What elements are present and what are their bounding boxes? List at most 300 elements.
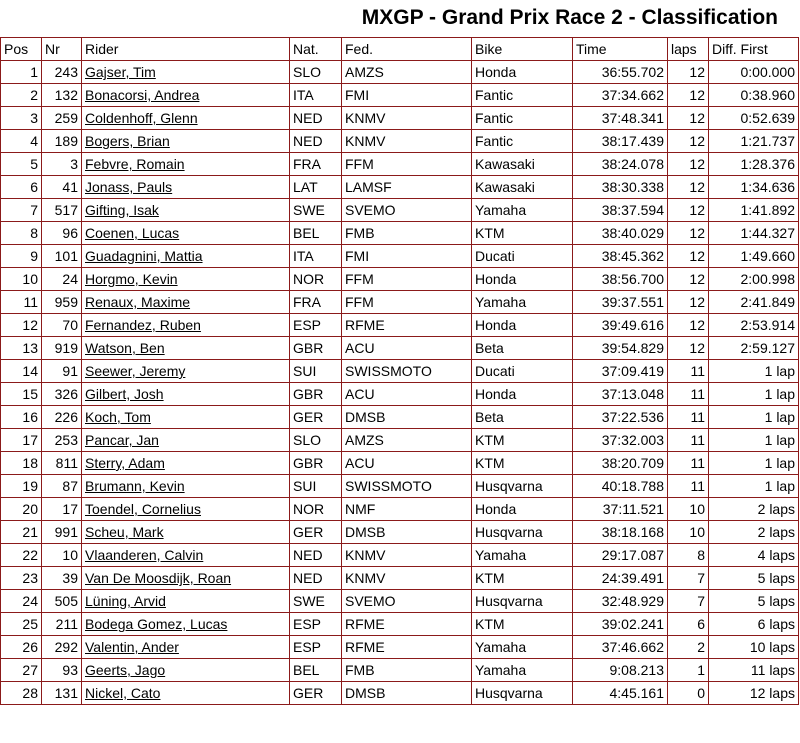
cell-fed: FFM — [342, 153, 472, 176]
cell-time: 38:24.078 — [573, 153, 668, 176]
rider-link[interactable]: Nickel, Cato — [85, 685, 161, 701]
cell-nr: 505 — [42, 590, 82, 613]
cell-fed: FMI — [342, 84, 472, 107]
cell-bike: Honda — [472, 61, 573, 84]
cell-pos: 22 — [1, 544, 42, 567]
cell-fed: SWISSMOTO — [342, 360, 472, 383]
cell-rider — [82, 406, 290, 429]
cell-diff: 1 lap — [709, 429, 799, 452]
cell-fed: KNMV — [342, 130, 472, 153]
cell-diff: 12 laps — [709, 682, 799, 705]
cell-nat: ESP — [290, 314, 342, 337]
rider-link[interactable]: Toendel, Cornelius — [85, 501, 201, 517]
cell-bike: Yamaha — [472, 636, 573, 659]
cell-nr: 292 — [42, 636, 82, 659]
cell-pos: 14 — [1, 360, 42, 383]
cell-rider — [82, 314, 290, 337]
table-row — [1, 475, 799, 498]
cell-time: 38:17.439 — [573, 130, 668, 153]
cell-rider — [82, 636, 290, 659]
table-row — [1, 176, 799, 199]
rider-link[interactable]: Vlaanderen, Calvin — [85, 547, 204, 563]
cell-time: 37:13.048 — [573, 383, 668, 406]
cell-rider — [82, 590, 290, 613]
rider-link[interactable]: Bodega Gomez, Lucas — [85, 616, 228, 632]
cell-nat: GBR — [290, 452, 342, 475]
cell-time: 38:56.700 — [573, 268, 668, 291]
cell-nr: 91 — [42, 360, 82, 383]
cell-nat: GBR — [290, 337, 342, 360]
cell-pos: 1 — [1, 61, 42, 84]
cell-nr: 3 — [42, 153, 82, 176]
cell-laps: 1 — [668, 659, 709, 682]
rider-link[interactable]: Jonass, Pauls — [85, 179, 173, 195]
cell-laps: 12 — [668, 61, 709, 84]
cell-time: 38:20.709 — [573, 452, 668, 475]
cell-fed: ACU — [342, 383, 472, 406]
table-row — [1, 452, 799, 475]
cell-nat: SLO — [290, 429, 342, 452]
column-header-bike: Bike — [472, 38, 573, 61]
table-row — [1, 84, 799, 107]
cell-laps: 12 — [668, 107, 709, 130]
cell-nr: 96 — [42, 222, 82, 245]
cell-bike: Kawasaki — [472, 176, 573, 199]
cell-laps: 12 — [668, 314, 709, 337]
cell-diff: 2:53.914 — [709, 314, 799, 337]
cell-nat: SLO — [290, 61, 342, 84]
cell-laps: 0 — [668, 682, 709, 705]
cell-nr: 41 — [42, 176, 82, 199]
cell-bike: Fantic — [472, 130, 573, 153]
cell-nr: 259 — [42, 107, 82, 130]
cell-time: 36:55.702 — [573, 61, 668, 84]
cell-pos: 5 — [1, 153, 42, 176]
cell-diff: 0:52.639 — [709, 107, 799, 130]
table-row — [1, 383, 799, 406]
table-row — [1, 337, 799, 360]
cell-time: 37:46.662 — [573, 636, 668, 659]
cell-nr: 326 — [42, 383, 82, 406]
cell-bike: Fantic — [472, 84, 573, 107]
classification-table — [0, 37, 799, 705]
cell-diff: 1:49.660 — [709, 245, 799, 268]
cell-pos: 25 — [1, 613, 42, 636]
cell-rider — [82, 199, 290, 222]
cell-laps: 12 — [668, 222, 709, 245]
cell-time: 39:49.616 — [573, 314, 668, 337]
column-header-nat: Nat. — [290, 38, 342, 61]
cell-diff: 1:41.892 — [709, 199, 799, 222]
cell-diff: 1:44.327 — [709, 222, 799, 245]
rider-link[interactable]: Koch, Tom — [85, 409, 151, 425]
cell-rider — [82, 567, 290, 590]
cell-pos: 24 — [1, 590, 42, 613]
cell-pos: 16 — [1, 406, 42, 429]
cell-nr: 243 — [42, 61, 82, 84]
table-row — [1, 429, 799, 452]
cell-nr: 811 — [42, 452, 82, 475]
cell-laps: 12 — [668, 245, 709, 268]
cell-time: 39:02.241 — [573, 613, 668, 636]
cell-bike: Yamaha — [472, 544, 573, 567]
cell-laps: 10 — [668, 521, 709, 544]
column-header-laps: laps — [668, 38, 709, 61]
cell-diff: 2:59.127 — [709, 337, 799, 360]
cell-pos: 13 — [1, 337, 42, 360]
cell-time: 39:54.829 — [573, 337, 668, 360]
table-row — [1, 61, 799, 84]
column-header-rider: Rider — [82, 38, 290, 61]
cell-time: 38:45.362 — [573, 245, 668, 268]
cell-fed: FMI — [342, 245, 472, 268]
cell-bike: KTM — [472, 567, 573, 590]
table-row — [1, 659, 799, 682]
cell-diff: 4 laps — [709, 544, 799, 567]
cell-laps: 12 — [668, 176, 709, 199]
cell-pos: 28 — [1, 682, 42, 705]
cell-fed: AMZS — [342, 429, 472, 452]
cell-nr: 24 — [42, 268, 82, 291]
rider-link[interactable]: Sterry, Adam — [85, 455, 165, 471]
cell-nat: FRA — [290, 153, 342, 176]
cell-time: 37:22.536 — [573, 406, 668, 429]
rider-link[interactable]: Gajser, Tim — [85, 64, 156, 80]
cell-laps: 12 — [668, 199, 709, 222]
cell-nat: ITA — [290, 84, 342, 107]
cell-pos: 7 — [1, 199, 42, 222]
cell-time: 40:18.788 — [573, 475, 668, 498]
rider-link[interactable]: Bogers, Brian — [85, 133, 170, 149]
cell-bike: Kawasaki — [472, 153, 573, 176]
cell-diff: 2:41.849 — [709, 291, 799, 314]
cell-fed: SWISSMOTO — [342, 475, 472, 498]
cell-diff: 10 laps — [709, 636, 799, 659]
rider-link[interactable]: Valentin, Ander — [85, 639, 179, 655]
cell-pos: 3 — [1, 107, 42, 130]
cell-time: 37:48.341 — [573, 107, 668, 130]
cell-nat: NED — [290, 544, 342, 567]
cell-rider — [82, 291, 290, 314]
table-row — [1, 636, 799, 659]
cell-rider — [82, 130, 290, 153]
cell-bike: Husqvarna — [472, 590, 573, 613]
cell-nr: 70 — [42, 314, 82, 337]
table-row — [1, 590, 799, 613]
table-row — [1, 314, 799, 337]
rider-link[interactable]: Pancar, Jan — [85, 432, 159, 448]
cell-nr: 253 — [42, 429, 82, 452]
cell-bike: Yamaha — [472, 199, 573, 222]
cell-fed: RFME — [342, 636, 472, 659]
rider-link[interactable]: Geerts, Jago — [85, 662, 166, 678]
cell-pos: 19 — [1, 475, 42, 498]
rider-link[interactable]: Gifting, Isak — [85, 202, 159, 218]
cell-nr: 17 — [42, 498, 82, 521]
page-title: MXGP - Grand Prix Race 2 - Classification — [361, 6, 778, 29]
cell-nr: 959 — [42, 291, 82, 314]
cell-time: 37:09.419 — [573, 360, 668, 383]
cell-laps: 11 — [668, 360, 709, 383]
cell-time: 24:39.491 — [573, 567, 668, 590]
cell-diff: 2:00.998 — [709, 268, 799, 291]
cell-fed: FFM — [342, 291, 472, 314]
cell-nat: ESP — [290, 636, 342, 659]
cell-fed: FMB — [342, 222, 472, 245]
rider-link[interactable]: Watson, Ben — [85, 340, 165, 356]
cell-bike: Ducati — [472, 245, 573, 268]
cell-laps: 2 — [668, 636, 709, 659]
cell-nr: 919 — [42, 337, 82, 360]
table-row — [1, 199, 799, 222]
table-row — [1, 222, 799, 245]
cell-laps: 12 — [668, 291, 709, 314]
cell-diff: 1 lap — [709, 406, 799, 429]
rider-link[interactable]: Fernandez, Ruben — [85, 317, 201, 333]
cell-bike: KTM — [472, 452, 573, 475]
rider-link[interactable]: Renaux, Maxime — [85, 294, 191, 310]
cell-bike: Husqvarna — [472, 475, 573, 498]
cell-laps: 11 — [668, 429, 709, 452]
cell-rider — [82, 360, 290, 383]
cell-bike: Honda — [472, 268, 573, 291]
cell-pos: 11 — [1, 291, 42, 314]
table-row — [1, 406, 799, 429]
rider-link[interactable]: Gilbert, Josh — [85, 386, 164, 402]
cell-laps: 12 — [668, 130, 709, 153]
cell-rider — [82, 544, 290, 567]
cell-bike: Yamaha — [472, 659, 573, 682]
cell-diff: 1:21.737 — [709, 130, 799, 153]
cell-pos: 17 — [1, 429, 42, 452]
cell-bike: Yamaha — [472, 291, 573, 314]
cell-nat: GER — [290, 406, 342, 429]
table-row — [1, 153, 799, 176]
cell-nat: GER — [290, 682, 342, 705]
cell-nat: NOR — [290, 268, 342, 291]
cell-pos: 10 — [1, 268, 42, 291]
cell-pos: 21 — [1, 521, 42, 544]
rider-link[interactable]: Coenen, Lucas — [85, 225, 180, 241]
cell-nat: FRA — [290, 291, 342, 314]
cell-bike: KTM — [472, 613, 573, 636]
cell-diff: 2 laps — [709, 498, 799, 521]
cell-fed: KNMV — [342, 107, 472, 130]
cell-nr: 226 — [42, 406, 82, 429]
cell-time: 37:34.662 — [573, 84, 668, 107]
cell-diff: 5 laps — [709, 567, 799, 590]
cell-fed: DMSB — [342, 682, 472, 705]
cell-nr: 517 — [42, 199, 82, 222]
cell-nat: GER — [290, 521, 342, 544]
cell-pos: 8 — [1, 222, 42, 245]
table-row — [1, 291, 799, 314]
cell-laps: 7 — [668, 590, 709, 613]
cell-rider — [82, 176, 290, 199]
cell-diff: 1:34.636 — [709, 176, 799, 199]
cell-bike: Beta — [472, 406, 573, 429]
cell-nr: 93 — [42, 659, 82, 682]
cell-fed: DMSB — [342, 521, 472, 544]
cell-rider — [82, 84, 290, 107]
cell-bike: Beta — [472, 337, 573, 360]
cell-fed: AMZS — [342, 61, 472, 84]
cell-bike: KTM — [472, 429, 573, 452]
cell-pos: 4 — [1, 130, 42, 153]
cell-time: 38:18.168 — [573, 521, 668, 544]
cell-diff: 1 lap — [709, 475, 799, 498]
cell-pos: 15 — [1, 383, 42, 406]
cell-nat: SWE — [290, 199, 342, 222]
cell-fed: NMF — [342, 498, 472, 521]
table-row — [1, 498, 799, 521]
classification-rows — [1, 61, 799, 705]
cell-pos: 27 — [1, 659, 42, 682]
cell-rider — [82, 337, 290, 360]
cell-rider — [82, 475, 290, 498]
cell-nat: SUI — [290, 360, 342, 383]
cell-fed: LAMSF — [342, 176, 472, 199]
table-row — [1, 130, 799, 153]
cell-nr: 10 — [42, 544, 82, 567]
cell-fed: SVEMO — [342, 590, 472, 613]
cell-pos: 2 — [1, 84, 42, 107]
table-row — [1, 567, 799, 590]
cell-bike: Husqvarna — [472, 521, 573, 544]
cell-time: 39:37.551 — [573, 291, 668, 314]
cell-diff: 1:28.376 — [709, 153, 799, 176]
cell-pos: 26 — [1, 636, 42, 659]
cell-nr: 189 — [42, 130, 82, 153]
cell-nat: NED — [290, 107, 342, 130]
table-row — [1, 107, 799, 130]
cell-laps: 11 — [668, 452, 709, 475]
cell-laps: 12 — [668, 84, 709, 107]
rider-link[interactable]: Van De Moosdijk, Roan — [85, 570, 232, 586]
cell-fed: SVEMO — [342, 199, 472, 222]
cell-nr: 101 — [42, 245, 82, 268]
cell-fed: FFM — [342, 268, 472, 291]
cell-nat: ITA — [290, 245, 342, 268]
cell-diff: 1 lap — [709, 452, 799, 475]
cell-rider — [82, 153, 290, 176]
rider-link[interactable]: Seewer, Jeremy — [85, 363, 186, 379]
cell-nat: BEL — [290, 222, 342, 245]
cell-time: 9:08.213 — [573, 659, 668, 682]
cell-nat: SWE — [290, 590, 342, 613]
table-row — [1, 245, 799, 268]
header-row — [1, 38, 799, 61]
cell-time: 38:37.594 — [573, 199, 668, 222]
cell-time: 4:45.161 — [573, 682, 668, 705]
cell-nr: 39 — [42, 567, 82, 590]
cell-bike: Ducati — [472, 360, 573, 383]
table-row — [1, 682, 799, 705]
cell-diff: 0:00.000 — [709, 61, 799, 84]
cell-nat: ESP — [290, 613, 342, 636]
cell-fed: FMB — [342, 659, 472, 682]
cell-rider — [82, 61, 290, 84]
cell-laps: 12 — [668, 337, 709, 360]
cell-time: 37:32.003 — [573, 429, 668, 452]
cell-time: 29:17.087 — [573, 544, 668, 567]
rider-link[interactable]: Bonacorsi, Andrea — [85, 87, 200, 103]
cell-nat: BEL — [290, 659, 342, 682]
cell-laps: 6 — [668, 613, 709, 636]
cell-fed: RFME — [342, 314, 472, 337]
cell-rider — [82, 613, 290, 636]
rider-link[interactable]: Horgmo, Kevin — [85, 271, 178, 287]
rider-link[interactable]: Guadagnini, Mattia — [85, 248, 203, 264]
cell-rider — [82, 222, 290, 245]
cell-rider — [82, 429, 290, 452]
cell-nat: NED — [290, 130, 342, 153]
cell-rider — [82, 682, 290, 705]
cell-diff: 11 laps — [709, 659, 799, 682]
cell-pos: 6 — [1, 176, 42, 199]
cell-rider — [82, 245, 290, 268]
cell-nr: 991 — [42, 521, 82, 544]
cell-diff: 2 laps — [709, 521, 799, 544]
table-row — [1, 360, 799, 383]
cell-laps: 12 — [668, 268, 709, 291]
rider-link[interactable]: Febvre, Romain — [85, 156, 185, 172]
cell-laps: 11 — [668, 383, 709, 406]
cell-fed: ACU — [342, 337, 472, 360]
rider-link[interactable]: Scheu, Mark — [85, 524, 164, 540]
cell-time: 38:40.029 — [573, 222, 668, 245]
cell-nr: 87 — [42, 475, 82, 498]
cell-bike: KTM — [472, 222, 573, 245]
cell-diff: 1 lap — [709, 360, 799, 383]
table-row — [1, 521, 799, 544]
cell-diff: 5 laps — [709, 590, 799, 613]
cell-pos: 9 — [1, 245, 42, 268]
cell-nat: NOR — [290, 498, 342, 521]
cell-bike: Fantic — [472, 107, 573, 130]
cell-fed: ACU — [342, 452, 472, 475]
cell-rider — [82, 498, 290, 521]
cell-bike: Honda — [472, 498, 573, 521]
rider-link[interactable]: Lüning, Arvid — [85, 593, 166, 609]
cell-laps: 10 — [668, 498, 709, 521]
cell-fed: KNMV — [342, 567, 472, 590]
cell-rider — [82, 107, 290, 130]
cell-bike: Husqvarna — [472, 682, 573, 705]
table-row — [1, 544, 799, 567]
cell-nat: NED — [290, 567, 342, 590]
cell-rider — [82, 521, 290, 544]
cell-time: 38:30.338 — [573, 176, 668, 199]
cell-diff: 0:38.960 — [709, 84, 799, 107]
cell-laps: 12 — [668, 153, 709, 176]
cell-nr: 211 — [42, 613, 82, 636]
cell-time: 37:11.521 — [573, 498, 668, 521]
cell-rider — [82, 659, 290, 682]
cell-laps: 7 — [668, 567, 709, 590]
cell-nat: SUI — [290, 475, 342, 498]
cell-rider — [82, 268, 290, 291]
cell-rider — [82, 452, 290, 475]
cell-rider — [82, 383, 290, 406]
table-row — [1, 268, 799, 291]
cell-bike: Honda — [472, 314, 573, 337]
rider-link[interactable]: Coldenhoff, Glenn — [85, 110, 198, 126]
cell-fed: KNMV — [342, 544, 472, 567]
column-header-pos: Pos — [1, 38, 42, 61]
rider-link[interactable]: Brumann, Kevin — [85, 478, 185, 494]
cell-fed: RFME — [342, 613, 472, 636]
